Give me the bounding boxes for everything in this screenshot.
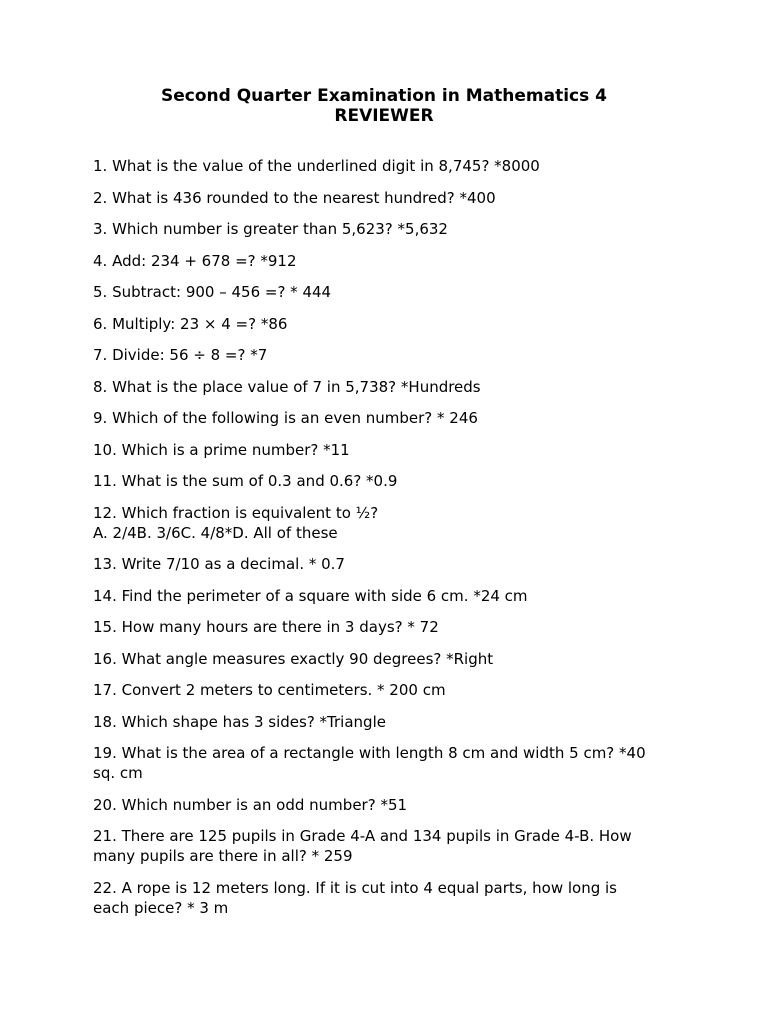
- question-text-line: 2. What is 436 rounded to the nearest hundred? *400: [93, 188, 496, 207]
- question-item: [93, 586, 673, 606]
- question-text-line: 8. What is the place value of 7 in 5,738? *Hundreds: [93, 377, 481, 396]
- title-line-1: Second Quarter Examination in Mathematics 4: [161, 86, 607, 106]
- question-item: [93, 377, 673, 397]
- question-text-line: 22. A rope is 12 meters long. If it is cut into 4 equal parts, how long is: [93, 878, 617, 897]
- question-item: [93, 282, 673, 302]
- question-text-line: 7. Divide: 56 ÷ 8 =? *7: [93, 346, 268, 364]
- question-text-line: 17. Convert 2 meters to centimeters. * 200 cm: [93, 681, 446, 699]
- question-item: [93, 408, 673, 428]
- question-text-line: 16. What angle measures exactly 90 degrees? *Right: [93, 649, 494, 668]
- question-text-line: each piece? * 3 m: [93, 898, 229, 917]
- title-line-2: REVIEWER: [334, 106, 434, 126]
- question-text-line: 3. Which number is greater than 5,623? *5,632: [93, 220, 448, 238]
- document-title: [0, 86, 768, 126]
- question-item: [93, 345, 673, 365]
- question-text-line: 20. Which number is an odd number? *51: [93, 795, 408, 814]
- question-text-line: 6. Multiply: 23 × 4 =? *86: [93, 314, 288, 333]
- question-item: [93, 617, 673, 637]
- question-item: [93, 554, 673, 574]
- question-text-line: 19. What is the area of a rectangle with length 8 cm and width 5 cm? *40: [93, 744, 646, 762]
- question-list: [93, 156, 673, 929]
- question-text-line: 12. Which fraction is equivalent to ½?: [93, 503, 379, 522]
- question-text-line: A. 2/4B. 3/6C. 4/8*D. All of these: [93, 523, 338, 542]
- question-text-line: 5. Subtract: 900 – 456 =? * 444: [93, 283, 332, 301]
- question-text-line: 13. Write 7/10 as a decimal. * 0.7: [93, 555, 345, 573]
- question-item: [93, 251, 673, 271]
- question-item: [93, 826, 673, 866]
- question-item: [93, 503, 673, 543]
- question-item: [93, 188, 673, 208]
- question-item: [93, 156, 673, 176]
- question-text-line: 15. How many hours are there in 3 days? * 72: [93, 618, 439, 636]
- question-text-line: 18. Which shape has 3 sides? *Triangle: [93, 712, 386, 731]
- question-text-line: 4. Add: 234 + 678 =? *912: [93, 251, 297, 270]
- question-item: [93, 743, 673, 783]
- question-item: [93, 712, 673, 732]
- question-item: [93, 219, 673, 239]
- question-item: [93, 440, 673, 460]
- question-text-line: 9. Which of the following is an even number? * 246: [93, 409, 478, 427]
- question-text-line: 10. Which is a prime number? *11: [93, 440, 350, 459]
- question-text-line: 11. What is the sum of 0.3 and 0.6? *0.9: [93, 472, 398, 490]
- question-item: [93, 878, 673, 918]
- question-text-line: 21. There are 125 pupils in Grade 4-A and 134 pupils in Grade 4-B. How: [93, 827, 632, 845]
- question-item: [93, 314, 673, 334]
- question-item: [93, 471, 673, 491]
- question-item: [93, 795, 673, 815]
- question-text-line: 14. Find the perimeter of a square with side 6 cm. *24 cm: [93, 586, 528, 605]
- question-item: [93, 680, 673, 700]
- question-text-line: many pupils are there in all? * 259: [93, 847, 353, 865]
- question-item: [93, 649, 673, 669]
- question-text-line: 1. What is the value of the underlined digit in 8,745? *8000: [93, 157, 540, 175]
- question-text-line: sq. cm: [93, 764, 143, 782]
